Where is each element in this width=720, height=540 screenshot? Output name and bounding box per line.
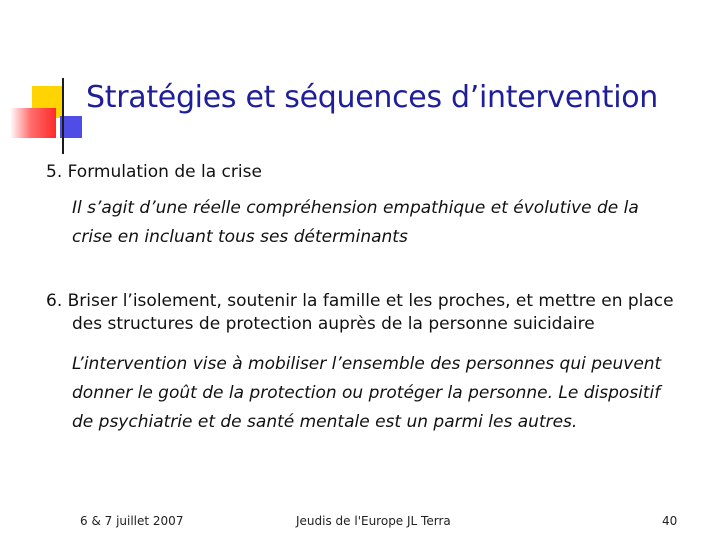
footer-page-number: 40 <box>662 514 678 528</box>
point-6-detail: L’intervention vise à mobiliser l’ensemble des personnes qui peuvent donner le goût de la protection ou protéger la personne. Le dispositif de psychiatrie et de santé mentale est un parmi les autres. <box>72 354 662 432</box>
point-6-heading <box>46 290 686 336</box>
logo-vertical-line <box>62 78 64 154</box>
logo-red-bar <box>10 108 56 138</box>
footer-event: Jeudis de l'Europe JL Terra <box>296 514 451 528</box>
slide-title: Stratégies et séquences d’intervention <box>86 80 659 115</box>
point-6-heading-text: 6. Briser l’isolement, soutenir la famille et les proches, et mettre en place des structures de protection auprès de la personne suicidaire <box>46 291 674 334</box>
footer-date: 6 & 7 juillet 2007 <box>80 514 184 528</box>
point-5-heading: 5. Formulation de la crise <box>46 162 262 182</box>
point-5-detail: Il s’agit d’une réelle compréhension empathique et évolutive de la crise en incluant tous ses déterminants <box>72 198 639 247</box>
